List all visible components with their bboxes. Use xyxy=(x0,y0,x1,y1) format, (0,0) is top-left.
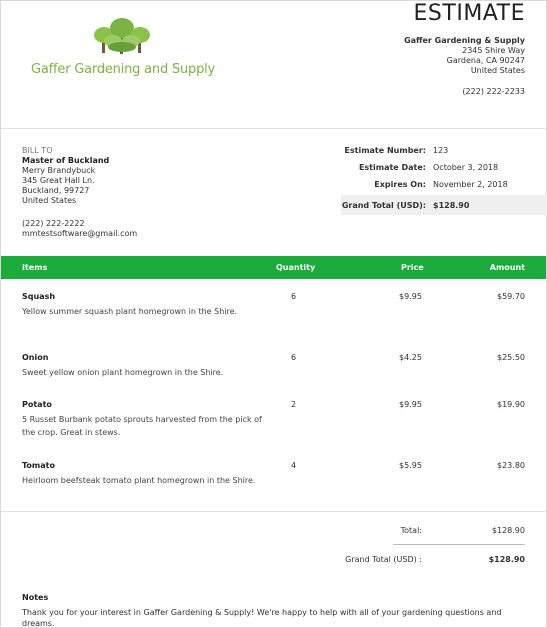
item-price: $9.95 xyxy=(399,292,422,301)
item-quantity: 6 xyxy=(291,353,297,362)
item-description: Yellow summer squash plant homegrown in the Shire. xyxy=(22,307,238,316)
total-value: $128.90 xyxy=(491,526,525,535)
item-quantity: 4 xyxy=(291,461,297,470)
company-address-line1: 2345 Shire Way xyxy=(462,46,525,55)
item-name: Potato xyxy=(22,400,52,409)
estimate-number-value: 123 xyxy=(433,146,449,155)
item-amount: $23.80 xyxy=(497,461,525,470)
item-amount: $19.90 xyxy=(497,400,525,409)
item-amount: $59.70 xyxy=(497,292,525,301)
notes-label: Notes xyxy=(22,593,49,602)
estimate-number-label: Estimate Number: xyxy=(344,146,426,155)
company-phone: (222) 222-2233 xyxy=(462,87,525,96)
item-price: $5.95 xyxy=(399,461,422,470)
estimate-number-row xyxy=(341,142,547,159)
expires-value: November 2, 2018 xyxy=(433,180,508,189)
meta-grand-total-label: Grand Total (USD): xyxy=(341,200,426,210)
header-quantity: Quantity xyxy=(276,263,316,272)
expires-row xyxy=(341,176,547,193)
item-quantity: 6 xyxy=(291,292,297,301)
header-items: Items xyxy=(22,263,48,272)
meta-grand-total-row xyxy=(341,195,547,215)
meta-grand-total-value: $128.90 xyxy=(433,200,470,210)
bill-to-name: Master of Buckland xyxy=(22,156,110,165)
company-address-line2: Gardena, CA 90247 xyxy=(446,56,525,65)
estimate-meta xyxy=(341,142,547,215)
item-quantity: 2 xyxy=(291,400,297,409)
company-name: Gaffer Gardening & Supply xyxy=(404,36,525,45)
divider xyxy=(1,128,546,129)
header-price: Price xyxy=(401,263,424,272)
company-address xyxy=(404,36,525,76)
item-name: Squash xyxy=(22,292,56,301)
notes-text: Thank you for your interest in Gaffer Gardening & Supply! We're happy to help with all of your gardening questions and dreams. xyxy=(22,608,502,628)
bill-to-phone: (222) 222-2222 xyxy=(22,219,85,228)
grand-total-label: Grand Total (USD) : xyxy=(345,555,422,564)
company-country: United States xyxy=(470,66,525,75)
document-title: ESTIMATE xyxy=(413,1,525,26)
company-logo-text: Gaffer Gardening and Supply xyxy=(31,62,216,77)
expires-label: Expires On: xyxy=(374,180,426,189)
item-description: Heirloom beefsteak tomato plant homegrown in the Shire. xyxy=(22,476,256,485)
bill-to-address-line2: Buckland, 99727 xyxy=(22,186,90,195)
grand-total-value: $128.90 xyxy=(488,555,525,564)
estimate-date-value: October 3, 2018 xyxy=(433,163,499,172)
items-table-header xyxy=(1,256,546,279)
item-price: $4.25 xyxy=(399,353,422,362)
bill-to-block xyxy=(22,146,137,239)
total-label: Total: xyxy=(400,526,422,535)
estimate-date-row xyxy=(341,159,547,176)
bill-to-email[interactable]: mmtestsoftware@gmail.com xyxy=(22,229,138,238)
item-amount: $25.50 xyxy=(497,353,525,362)
estimate-date-label: Estimate Date: xyxy=(358,163,426,172)
bill-to-label: BILL TO xyxy=(22,146,53,155)
item-name: Onion xyxy=(22,353,49,362)
bill-to-country: United States xyxy=(22,196,77,205)
header-amount: Amount xyxy=(489,263,525,272)
tree-cluster-icon xyxy=(93,17,153,57)
divider xyxy=(1,511,546,512)
bill-to-contact: Merry Brandybuck xyxy=(22,166,96,175)
totals-divider xyxy=(393,544,525,545)
item-name: Tomato xyxy=(22,461,55,470)
item-description: Sweet yellow onion plant homegrown in the Shire. xyxy=(22,368,224,377)
item-description: 5 Russet Burbank potato sprouts harvested from the pick of the crop. Great in stews. xyxy=(22,415,262,437)
item-price: $9.95 xyxy=(399,400,422,409)
bill-to-address-line1: 345 Great Hall Ln. xyxy=(22,176,95,185)
